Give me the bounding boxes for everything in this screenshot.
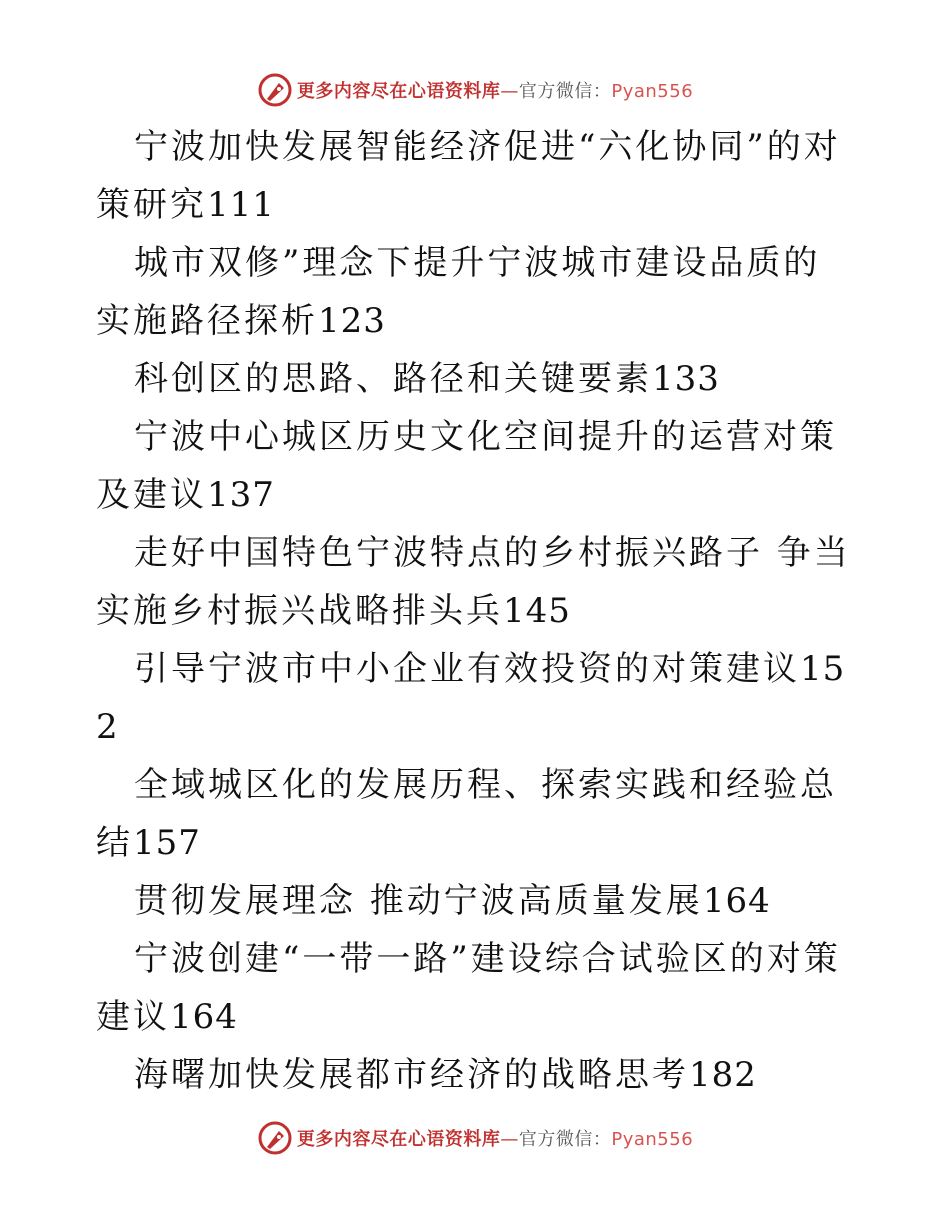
toc-entry xyxy=(96,872,856,930)
toc-entry-title: 宁波中心城区历史文化空间提升的运营对策及建议 xyxy=(96,417,837,515)
toc-entry-title: 城市双修”理念下提升宁波城市建设品质的实施路径探析 xyxy=(96,243,821,341)
watermark-wechat-id: Pyan556 xyxy=(611,81,694,102)
toc-entry xyxy=(96,756,856,872)
toc-entry xyxy=(96,350,856,408)
watermark-text xyxy=(297,77,693,103)
toc-entry xyxy=(96,1046,856,1104)
toc-entry xyxy=(96,640,856,756)
toc-entry-page: 145 xyxy=(503,591,571,631)
watermark-dash: — xyxy=(500,1129,519,1150)
toc-entry-page: 164 xyxy=(170,997,238,1037)
toc-entry-page: 157 xyxy=(133,823,201,863)
footer-watermark-banner xyxy=(0,1118,950,1158)
watermark-wechat-label: 官方微信： xyxy=(518,1129,612,1150)
toc-entry-page: 123 xyxy=(318,301,386,341)
toc-entry-title: 宁波创建“一带一路”建设综合试验区的对策建议 xyxy=(96,939,841,1037)
watermark-main: 更多内容尽在心语资料库 xyxy=(296,1129,501,1150)
toc-entry-page: 164 xyxy=(702,881,771,921)
toc-entry-title: 全域城区化的发展历程、探索实践和经验总结 xyxy=(96,765,837,863)
watermark-wechat-label: 官方微信： xyxy=(518,81,612,102)
toc-entry-title: 走好中国特色宁波特点的乡村振兴路子 争当实施乡村振兴战略排头兵 xyxy=(96,533,851,631)
toc-entry-page: 111 xyxy=(207,185,275,225)
toc-entry-title: 宁波加快发展智能经济促进“六化协同”的对策研究 xyxy=(96,127,841,225)
toc-entry xyxy=(96,930,856,1046)
toc-entry xyxy=(96,118,856,234)
toc-entry-page: 152 xyxy=(96,649,846,747)
watermark-main: 更多内容尽在心语资料库 xyxy=(296,81,501,102)
toc-entry xyxy=(96,234,856,350)
watermark-text xyxy=(297,1125,693,1151)
watermark-dash: — xyxy=(500,81,519,102)
pen-nib-logo-icon xyxy=(257,1120,293,1156)
toc-entry-page: 182 xyxy=(689,1055,757,1095)
table-of-contents xyxy=(96,118,856,1104)
header-watermark-banner xyxy=(0,70,950,110)
toc-entry-title: 科创区的思路、路径和关键要素 xyxy=(134,359,652,399)
pen-nib-logo-icon xyxy=(257,72,293,108)
toc-entry-title: 海曙加快发展都市经济的战略思考 xyxy=(134,1055,689,1095)
watermark-wechat-id: Pyan556 xyxy=(611,1129,694,1150)
toc-entry-title: 引导宁波市中小企业有效投资的对策建议 xyxy=(134,649,800,689)
toc-entry xyxy=(96,408,856,524)
toc-entry-page: 133 xyxy=(652,359,720,399)
toc-entry xyxy=(96,524,856,640)
toc-entry-page: 137 xyxy=(207,475,275,515)
toc-entry-title: 贯彻发展理念 推动宁波高质量发展 xyxy=(134,881,703,921)
